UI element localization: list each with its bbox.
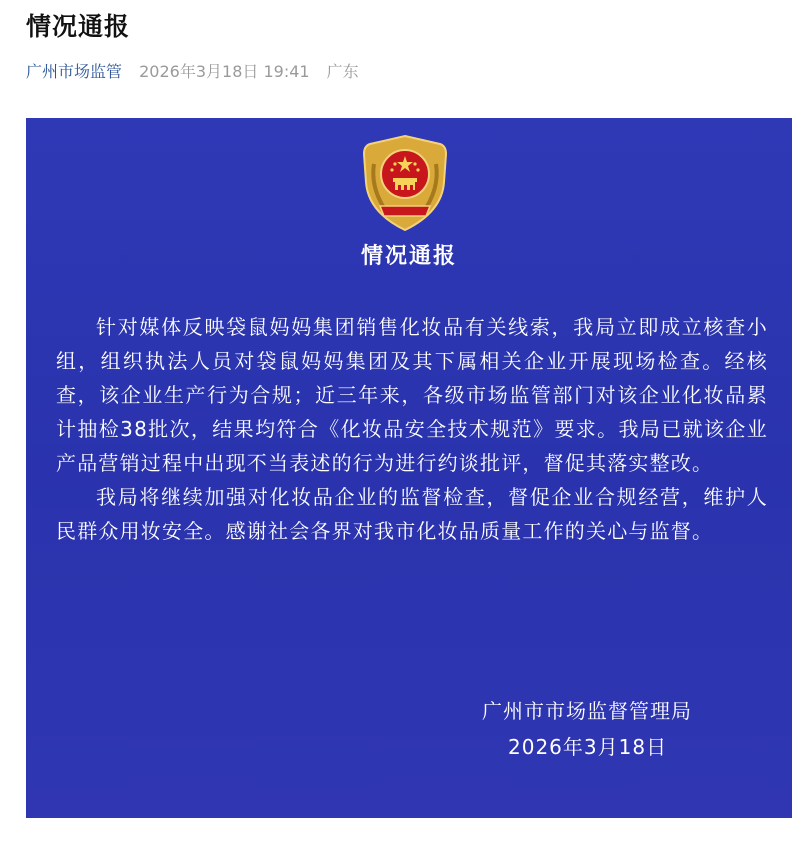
article-title: 情况通报 [26, 12, 131, 41]
notice-paragraph: 针对媒体反映袋鼠妈妈集团销售化妆品有关线索，我局立即成立核查小组，组织执法人员对袋鼠妈妈集团及其下属相关企业开展现场检查。经核查，该企业生产行为合规；近三年来，各级市场监管部门对该企业化妆品累计抽检38批次，结果均符合《化妆品安全技术规范》要求。我局已就该企业产品营销过程中出现不当表述的行为进行约谈批评，督促其落实整改。 [56, 315, 768, 475]
market-supervision-emblem-icon [360, 134, 450, 232]
publish-time: 2026年3月18日 19:41 [139, 62, 310, 81]
notice-paragraph: 我局将继续加强对化妆品企业的监督检查，督促企业合规经营，维护人民群众用妆安全。感谢社会各界对我市化妆品质量工作的关心与监督。 [56, 485, 768, 543]
notice-signature [482, 693, 692, 765]
account-name-link[interactable]: 广州市场监管 [26, 62, 123, 81]
notice-body [56, 310, 768, 548]
publish-location: 广东 [326, 62, 359, 81]
notice-image [26, 118, 792, 818]
notice-title: 情况通报 [360, 244, 457, 269]
article-meta [26, 60, 359, 84]
signature-date: 2026年3月18日 [508, 735, 668, 759]
signature-org: 广州市市场监督管理局 [482, 699, 692, 723]
